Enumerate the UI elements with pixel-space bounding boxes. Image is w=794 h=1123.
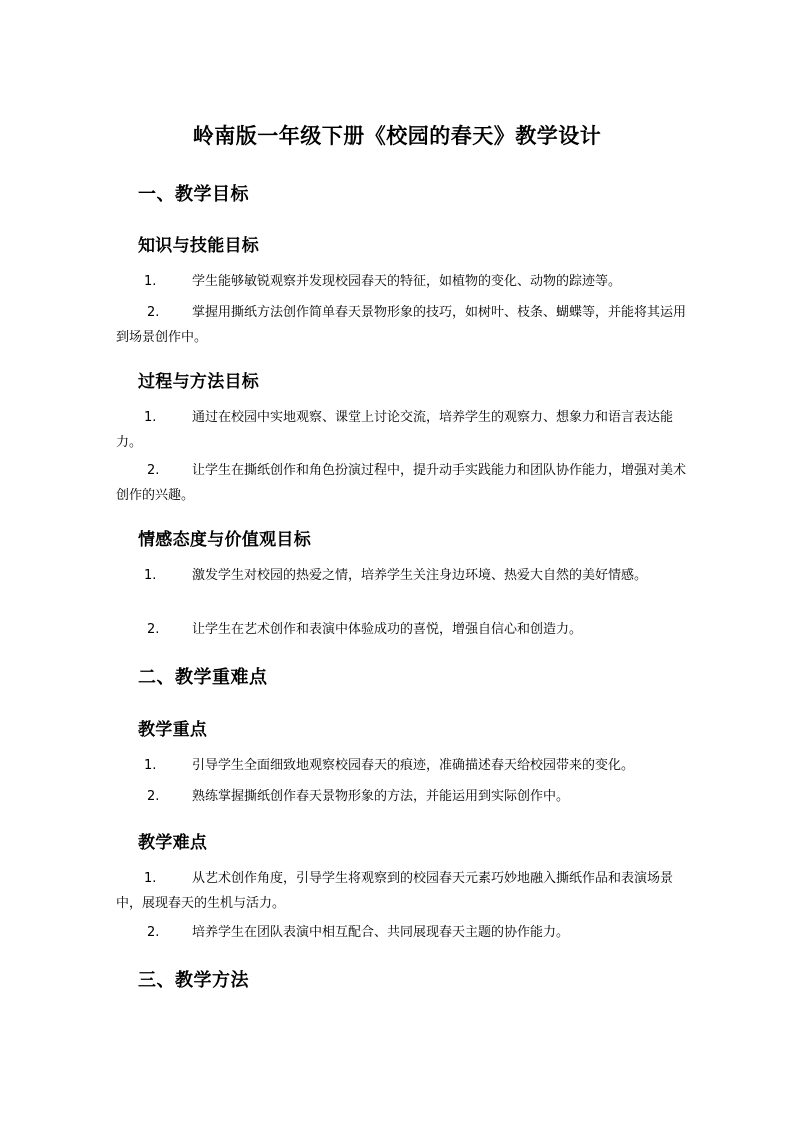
list-item bbox=[116, 784, 696, 809]
list-item-text: 激发学生对校园的热爱之情，培养学生关注身边环境、热爱大自然的美好情感。 bbox=[192, 568, 648, 583]
subheading-emotion-values: 情感态度与价值观目标 bbox=[138, 530, 311, 550]
list-item-number: 1. bbox=[144, 871, 157, 886]
list-item bbox=[116, 563, 696, 588]
list-item-text: 学生能够敏锐观察并发现校园春天的特征，如植物的变化、动物的踪迹等。 bbox=[192, 274, 622, 289]
list-item-text: 通过在校园中实地观察、课堂上讨论交流，培养学生的观察力、想象力和语言表达能力。 bbox=[116, 410, 674, 450]
subheading-difficult-points: 教学难点 bbox=[138, 833, 208, 853]
list-item bbox=[116, 405, 696, 455]
list-item bbox=[116, 617, 696, 642]
list-item-text: 熟练掌握撕纸创作春天景物形象的方法，并能运用到实际创作中。 bbox=[192, 789, 570, 804]
list-item-number: 2. bbox=[147, 789, 160, 804]
list-item bbox=[116, 300, 696, 350]
subheading-knowledge-skills: 知识与技能目标 bbox=[138, 236, 260, 256]
list-item-number: 2. bbox=[147, 622, 160, 637]
list-item-text: 让学生在撕纸创作和角色扮演过程中，提升动手实践能力和团队协作能力，增强对美术创作的兴趣。 bbox=[116, 463, 687, 503]
list-item-text: 培养学生在团队表演中相互配合、共同展现春天主题的协作能力。 bbox=[192, 925, 570, 940]
section-heading-objectives: 一、教学目标 bbox=[138, 184, 249, 205]
list-item-text: 让学生在艺术创作和表演中体验成功的喜悦，增强自信心和创造力。 bbox=[192, 622, 583, 637]
list-item-number: 1. bbox=[144, 274, 157, 289]
section-heading-methods: 三、教学方法 bbox=[138, 970, 249, 991]
list-item-text: 从艺术创作角度，引导学生将观察到的校园春天元素巧妙地融入撕纸作品和表演场景中，展现春天的生机与活力。 bbox=[116, 871, 674, 911]
list-item-number: 2. bbox=[147, 463, 160, 478]
list-item-number: 2. bbox=[147, 925, 160, 940]
document-title: 岭南版一年级下册《校园的春天》教学设计 bbox=[192, 124, 602, 148]
list-item-number: 1. bbox=[144, 410, 157, 425]
list-item-number: 2. bbox=[147, 305, 160, 320]
section-heading-key-difficult: 二、教学重难点 bbox=[138, 667, 268, 688]
list-item-number: 1. bbox=[144, 758, 157, 773]
subheading-key-points: 教学重点 bbox=[138, 720, 208, 740]
list-item-number: 1. bbox=[144, 568, 157, 583]
list-item bbox=[116, 458, 696, 508]
list-item bbox=[116, 866, 696, 916]
list-item bbox=[116, 753, 696, 778]
list-item bbox=[116, 269, 696, 294]
list-item bbox=[116, 920, 696, 945]
subheading-process-methods: 过程与方法目标 bbox=[138, 372, 260, 392]
list-item-text: 掌握用撕纸方法创作简单春天景物形象的技巧，如树叶、枝条、蝴蝶等，并能将其运用到场景创作中。 bbox=[116, 305, 687, 345]
list-item-text: 引导学生全面细致地观察校园春天的痕迹，准确描述春天给校园带来的变化。 bbox=[192, 758, 635, 773]
